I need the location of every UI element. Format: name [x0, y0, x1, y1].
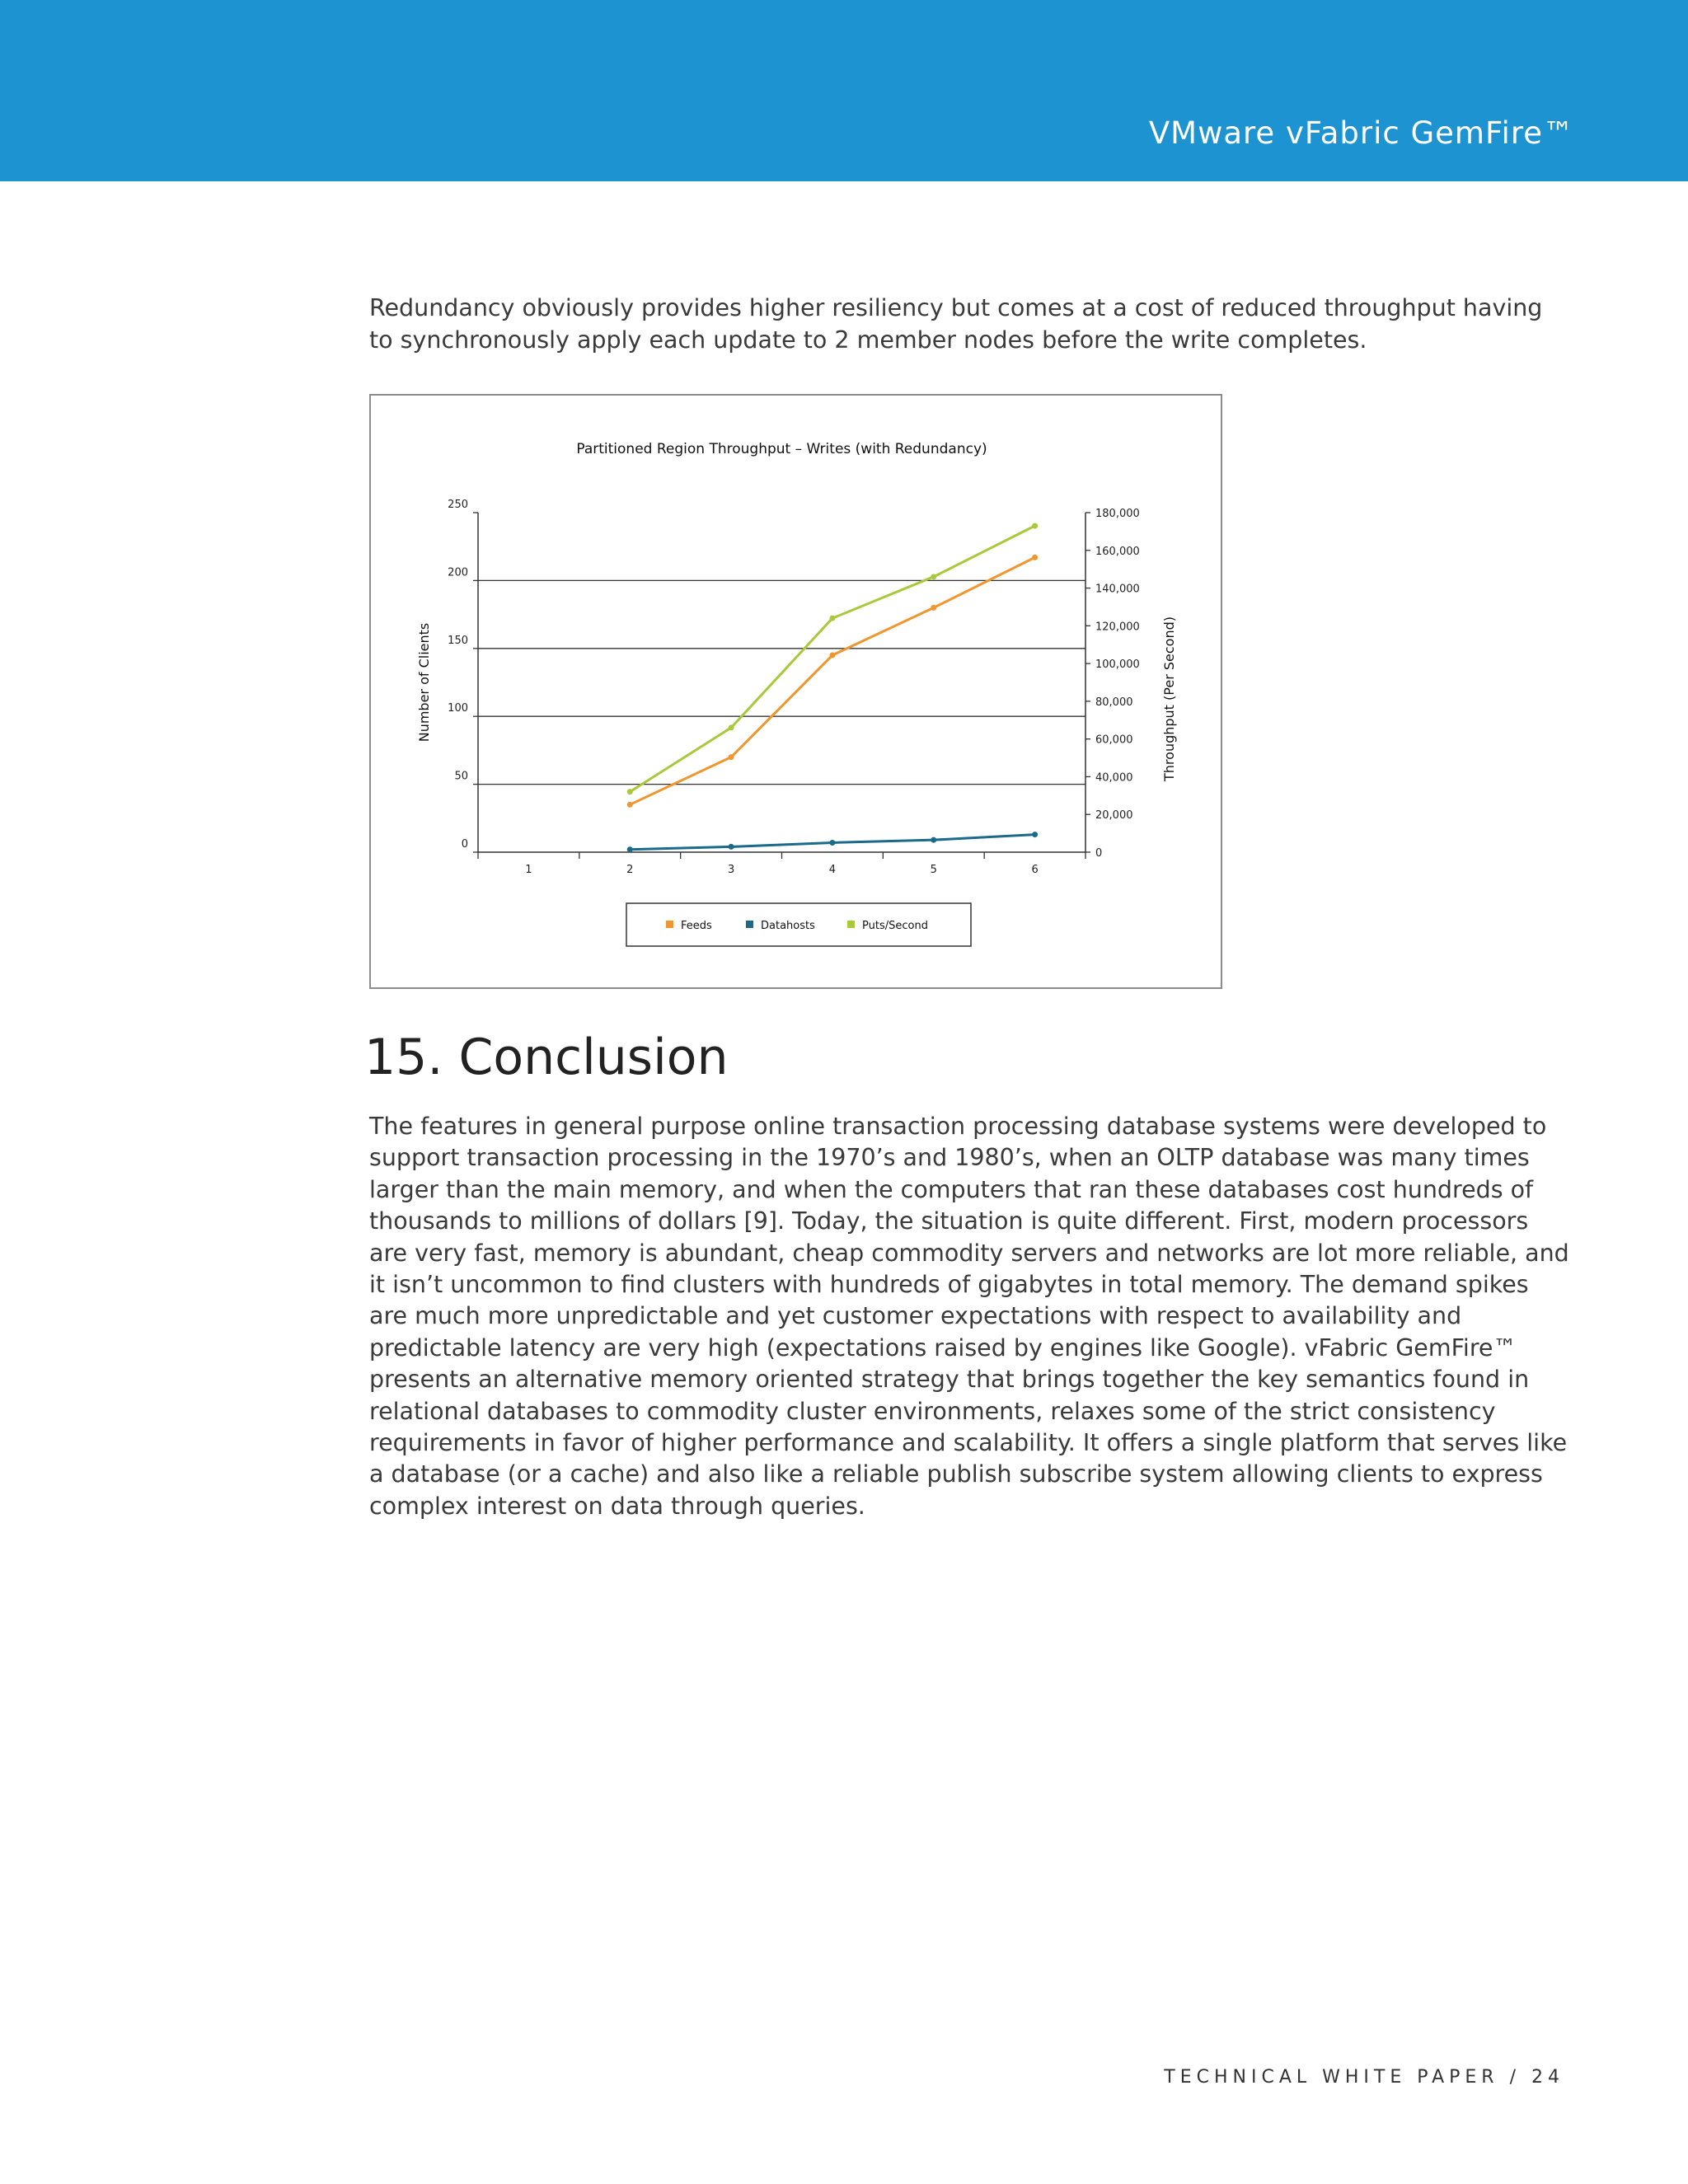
y-right-tick-label: 20,000 [1095, 809, 1133, 823]
data-point [1032, 523, 1038, 529]
data-point [729, 724, 734, 730]
conclusion-paragraph: The features in general purpose online transaction processing database systems were developed to support transaction processing in the 1970’s and 1980’s, when an OLTP database was many times larger than the main memory, and when the computers that ran these databases cost hundreds of thousands to millions of dollars [9]. Today, the situation is quite different. First, modern processors are very fast, memory is abundant, cheap commodity servers and networks are lot more reliable, and it isn’t uncommon to find clusters with hundreds of gigabytes in total memory. The demand spikes are much more unpredictable and yet customer expectations with respect to availability and predictable latency are very high (expectations raised by engines like Google). vFabric GemFire™ presents an alternative memory oriented strategy that brings together the key semantics found in relational databases to commodity cluster environments, relaxes some of the strict consistency requirements in favor of higher performance and scalability. It offers a single platform that serves like a database (or a cache) and also like a reliable publish subscribe system allowing clients to express complex interest on data through queries. [369, 1113, 1569, 1520]
legend-label: Feeds [681, 920, 712, 932]
legend-label: Puts/Second [862, 920, 928, 932]
intro-paragraph: Redundancy obviously provides higher resiliency but comes at a cost of reduced throughput having to synchronously apply each update to 2 member nodes before the write completes. [369, 294, 1543, 354]
x-tick-label: 1 [525, 864, 532, 876]
y-right-tick-label: 60,000 [1095, 733, 1133, 747]
header-band [0, 0, 1688, 181]
y-right-tick-label: 160,000 [1095, 545, 1140, 558]
series-line [630, 557, 1034, 804]
y-left-tick-label: 250 [448, 499, 468, 511]
data-point [829, 653, 835, 658]
x-tick-label: 3 [727, 864, 735, 876]
data-point [729, 754, 734, 760]
data-point [931, 837, 936, 843]
chart-legend [626, 903, 971, 946]
y-right-tick-label: 0 [1095, 847, 1103, 860]
data-point [829, 840, 835, 846]
chart-gridlines [478, 580, 1085, 784]
legend-swatch [847, 921, 855, 928]
y-right-tick-label: 180,000 [1095, 508, 1140, 520]
chart-frame [369, 394, 1222, 989]
data-point [627, 802, 633, 808]
y-right-tick-label: 120,000 [1095, 621, 1140, 634]
series-line [630, 526, 1034, 792]
x-tick-label: 6 [1031, 864, 1039, 876]
section-heading: 15. Conclusion [364, 1029, 729, 1086]
data-point [931, 605, 936, 611]
x-tick-label: 4 [828, 864, 837, 876]
x-tick-label: 2 [626, 864, 634, 876]
data-point [829, 616, 835, 621]
chart-title: Partitioned Region Throughput – Writes (with Redundancy) [576, 441, 987, 457]
y-left-axis-label: Number of Clients [416, 622, 432, 743]
y-left-tick-label: 200 [448, 566, 468, 579]
y-left-tick-label: 100 [448, 702, 468, 715]
y-left-tick-label: 0 [461, 838, 468, 851]
y-right-tick-label: 140,000 [1095, 583, 1140, 596]
data-point [627, 846, 633, 852]
chart-series-group [627, 523, 1038, 853]
legend-label: Datahosts [761, 920, 815, 932]
y-left-tick-label: 150 [448, 634, 468, 647]
data-point [931, 574, 936, 579]
y-right-tick-label: 100,000 [1095, 658, 1140, 672]
document-title: VMware vFabric GemFire™ [1148, 115, 1574, 151]
throughput-chart [371, 396, 1221, 987]
data-point [729, 844, 734, 850]
legend-swatch [746, 921, 753, 928]
data-point [1032, 555, 1038, 560]
y-right-tick-label: 80,000 [1095, 696, 1133, 709]
legend-swatch [666, 921, 673, 928]
y-left-tick-label: 50 [454, 770, 468, 783]
y-right-tick-label: 40,000 [1095, 771, 1133, 785]
y-right-axis-label: Throughput (Per Second) [1161, 616, 1177, 781]
footer-page-label: TECHNICAL WHITE PAPER / 24 [1164, 2067, 1564, 2088]
x-tick-label: 5 [930, 864, 937, 876]
data-point [627, 789, 633, 794]
data-point [1032, 832, 1038, 837]
chart-axes [473, 513, 1090, 859]
